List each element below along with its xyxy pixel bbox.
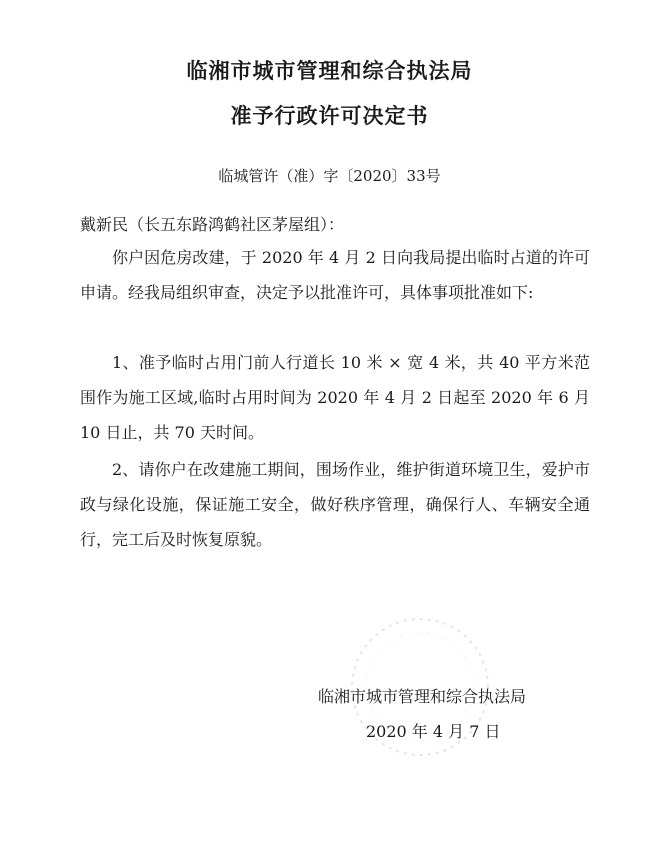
- document-title-type: 准予行政许可决定书: [230, 104, 429, 128]
- document-title-agency: 临湘市城市管理和综合执法局: [186, 59, 473, 83]
- paragraph-intro: 你户因危房改建，于 2020 年 4 月 2 日向我局提出临时占道的许可申请。经我局组织审查，决定予以批准许可，具体事项批准如下:: [80, 248, 590, 302]
- paragraph-item-2: 2、请你户在改建施工期间，围场作业，维护街道环境卫生，爱护市政与绿化设施，保证施工安全，做好秩序管理，确保行人、车辆安全通行，完工后及时恢复原貌。: [80, 460, 590, 549]
- issue-date: 2020 年 4 月 7 日: [366, 722, 501, 741]
- recipient-line: 戴新民（长五东路鸿鹤社区茅屋组）：: [80, 215, 345, 234]
- paragraph-item-1: 1、准予临时占用门前人行道长 10 米 × 宽 4 米，共 40 平方米范围作为施工区域,临时占用时间为 2020 年 4 月 2 日起至 2020 年 6 月 10 日止，共 70 天时间。: [80, 353, 590, 442]
- issuer-signature: 临湘市城市管理和综合执法局: [318, 687, 527, 706]
- document-number: 临城管许（准）字〔2020〕33号: [218, 167, 441, 185]
